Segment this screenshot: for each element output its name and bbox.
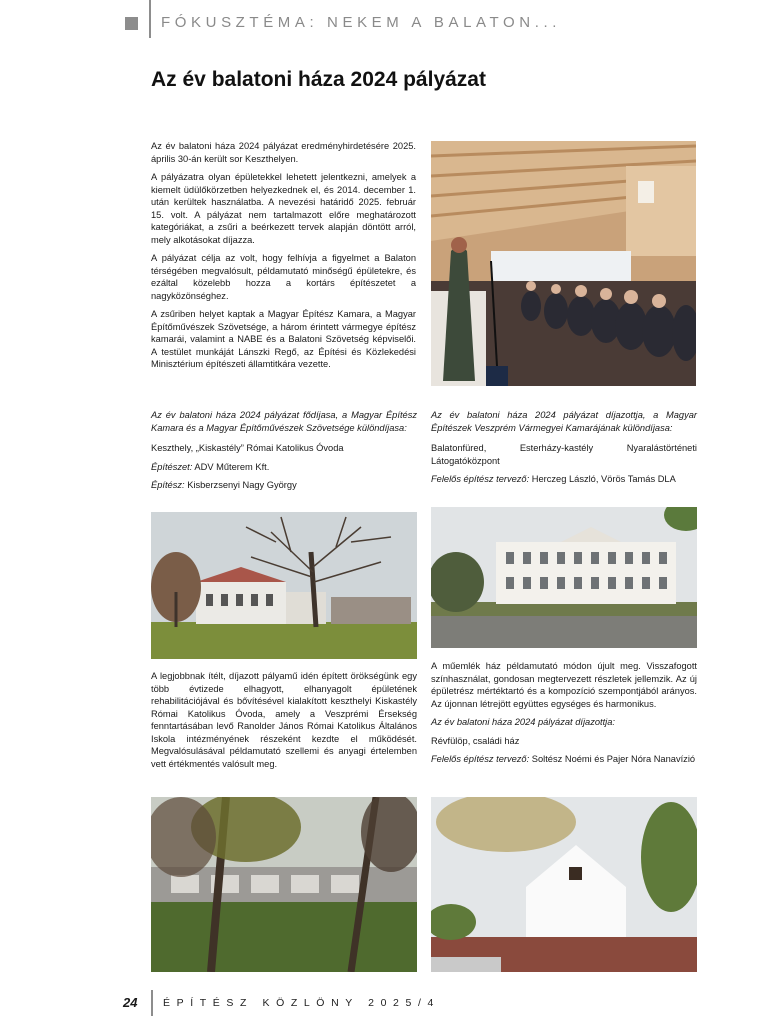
revfulop-house-photo [431, 797, 697, 972]
kiskastely-description [151, 670, 417, 776]
architect-value: Soltész Noémi és Pajer Nóra Nanavízió [531, 754, 696, 764]
architect-label: Felelős építész tervező: [431, 754, 530, 764]
award-heading: Az év balatoni háza 2024 pályázat fődíjasa, a Magyar Építész Kamara és a Magyar Építőművészek Szövetsége különdíjasa: [151, 410, 417, 433]
header-divider [149, 0, 151, 38]
magazine-name: ÉPÍTÉSZ KÖZLÖNY 2025/4 [163, 997, 440, 1009]
kiskastely-photo [151, 512, 417, 659]
header-square-marker [125, 17, 138, 30]
description-text: A műemlék ház példamutató módon újult meg. Visszafogott színhasználat, gondosan megtervezett részletek jellemzik. Az új épületrész mértéktartó és a kompozíció szempontjából arányos. Az újonnan létrejött együttes egységes és harmonikus. [431, 661, 697, 709]
intro-paragraph: A zsűriben helyet kaptak a Magyar Építész Kamara, a Magyar Építőművészek Szövetsége, a három érintett vármegye építész kamarái, valamint a NABE és a Balatoni Szövetség képviselői. A testület munkáját Lánszki Regő, az Építési és Közlekedési Minisztérium építészeti államtitkára vezette. [151, 309, 416, 369]
esterhazy-photo [431, 507, 697, 648]
footer-divider [151, 990, 153, 1016]
architecture-label: Építészet: [151, 461, 193, 472]
intro-paragraph: A pályázat célja az volt, hogy felhívja a figyelmet a Balaton térségében megvalósult, példamutató minőségű épületekre, és ezáltal közelebb hozza a kortárs építészetet a nagyközönséghez. [151, 253, 416, 301]
intro-paragraph: A pályázatra olyan épületekkel lehetett jelentkezni, amelyek a kiemelt üdülőkörzetben helyezkednek el, és 2014. december 1. után kerültek használatba. A nevezési határidő 2025. február 15. volt. A pályázat nem tartalmazott előre meghatározott kategóriákat, a zsűri a beérkezett tervek alapján döntött arról, mely alkotásokat díjazza. [151, 172, 416, 245]
architect-label: Felelős építész tervező: [431, 474, 530, 484]
award-heading: Az év balatoni háza 2024 pályázat díjazottja, a Magyar Építészek Veszprém Vármegyei Kamarájának különdíjasa: [431, 410, 697, 433]
project-name: Balatonfüred, Esterházy-kastély Nyaralástörténeti Látogatóközpont [431, 443, 697, 466]
architecture-value: ADV Műterem Kft. [194, 461, 270, 472]
second-award-caption [431, 409, 697, 492]
article-title: Az év balatoni háza 2024 pályázat [151, 68, 486, 91]
project-name: Keszthely, „Kiskastély” Római Katolikus Óvoda [151, 443, 344, 453]
esterhazy-description [431, 660, 697, 772]
description-text: A legjobbnak ítélt, díjazott pályamű idén épített örökségünk egy több évtizede elhagyott, elhanyagolt épületének rehabilitációjával és bővítésével kialakított keszthelyi Kiskastély Római Katolikus Óvoda, amely a Veszprémi Érsekség fenntartásában levő Ranolder János Római Katolikus Általános Iskola intézményének részeként kezdte el működését. Megvalósulásával példamutató szellemi és anyagi értelemben vett értékmentés valósult meg. [151, 671, 417, 769]
architect-value: Herczeg László, Vörös Tamás DLA [531, 474, 676, 484]
ceremony-photo [431, 141, 696, 386]
project-name: Révfülöp, családi ház [431, 735, 520, 746]
intro-text [151, 140, 416, 377]
architect-label: Építész: [151, 480, 185, 490]
main-award-caption [151, 409, 417, 498]
award-heading: Az év balatoni háza 2024 pályázat díjazottja: [431, 717, 615, 727]
kindergarten-garden-photo [151, 797, 417, 972]
section-title: FÓKUSZTÉMA: NEKEM A BALATON... [161, 14, 562, 31]
intro-paragraph: Az év balatoni háza 2024 pályázat eredményhirdetésére 2025. április 30-án került sor Keszthelyen. [151, 141, 416, 164]
architect-value: Kisberzsenyi Nagy György [187, 480, 297, 490]
page-number: 24 [123, 995, 138, 1010]
